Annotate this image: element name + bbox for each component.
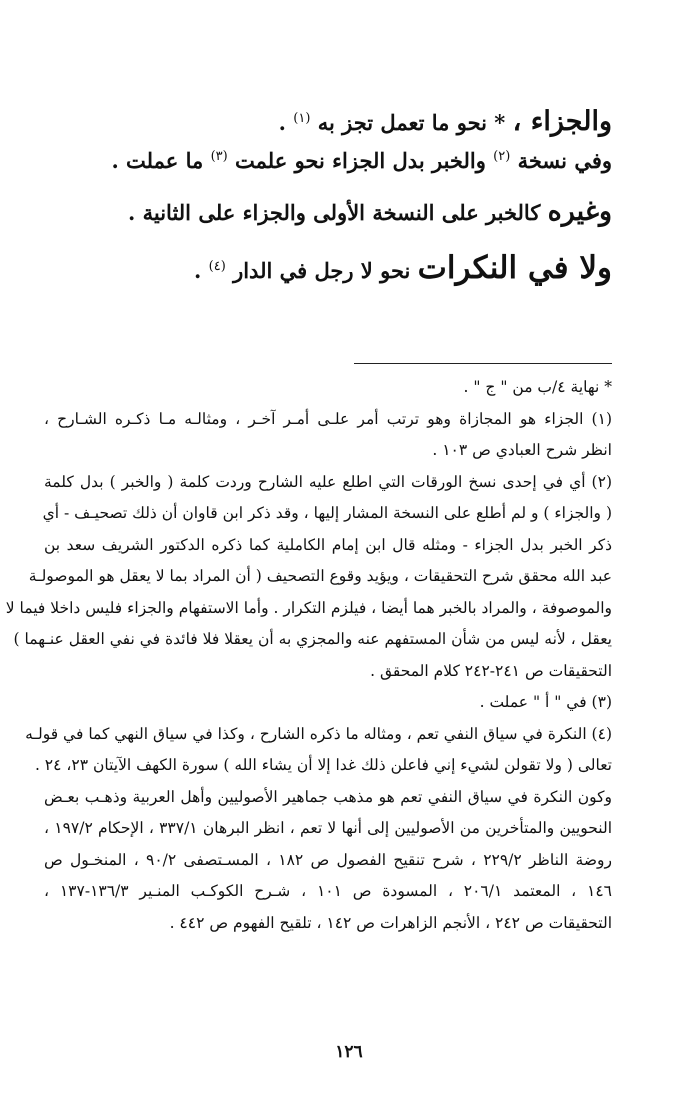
footnote-line: ١٤٦ ، المعتمد ٢٠٦/١ ، المسودة ص ١٠١ ، شـرح الكوكـب المنـير ١٣٦/٣-١٣٧ ،	[44, 882, 612, 900]
keyword-aljazaa: والجزاء ،	[512, 106, 612, 137]
footnote-line: (٢) أي في إحدى نسخ الورقات التي اطلع عليه الشارح وردت كلمة ( والخبر ) بدل كلمة	[44, 472, 612, 491]
keyword-nakirat: ولا في النكرات	[417, 250, 612, 286]
footnote-line: النحويين والمتأخرين من الأصوليين إلى أنها لا تعم ، انظر البرهان ٣٣٧/١ ، الإحكام ١٩٧/٢ ،	[44, 819, 612, 837]
footnote-line: انظر شرح العبادي ص ١٠٣ .	[432, 441, 612, 459]
footnote-line: (١) الجزاء هو المجازاة وهو ترتب أمر علـى أمـر آخـر ، ومثالـه مـا ذكـره الشـارح ،	[44, 409, 612, 428]
footnote-line: تعالى ( ولا تقولن لشيء إني فاعلن ذلك غدا إلا أن يشاء الله ) سورة الكهف الآيتان ٢٣، ٢٤ .	[34, 756, 612, 774]
footnotes-block	[5, 372, 612, 939]
line2-text-b: والخبر بدل الجزاء نحو علمت	[235, 148, 494, 173]
main-line-2	[40, 148, 612, 173]
footnote-line: (٣) في " أ " عملت .	[479, 693, 612, 711]
footnote-divider	[354, 363, 612, 364]
line3-text: كالخبر على النسخة الأولى والجزاء على الثانية .	[127, 200, 548, 225]
line4-text: نحو لا رجل في الدار	[233, 258, 418, 283]
footnote-line: عبد الله محقق شرح التحقيقات ، ويؤيد وقوع التصحيف ( أن المراد بما لا يعقل هو الموصولـة	[28, 567, 612, 585]
footnote-line: (٤) النكرة في سياق النفي تعم ، ومثاله ما ذكره الشارح ، وكذا في سياق النهي كما في قولـه	[25, 724, 612, 743]
line1-end: .	[278, 110, 294, 135]
footnote-ref-3: (٣)	[210, 149, 228, 164]
footnote-line: ذكر الخبر بدل الجزاء - ومثله قال ابن إمام الكاملية كما ذكره الدكتور الشريف سعد بن	[44, 535, 612, 554]
footnote-line: وكون النكرة في سياق النفي تعم هو مذهب جماهير الأصوليين وأهل العربية وذهـب بعـض	[44, 787, 612, 806]
footnote-line: ( والجزاء ) و لم أطلع على النسخة المشار إليها ، وقد ذكر ابن قاوان أن ذلك تصحيـف - أي	[42, 504, 612, 522]
line2-text-a: وفي نسخة	[517, 148, 612, 173]
footnote-line: روضة الناظر ٢٢٩/٢ ، شرح تنقيح الفصول ص ١٨٢ ، المسـتصفى ٩٠/٢ ، المنخـول ص	[44, 850, 612, 869]
footnote-line: والموصوفة ، والمراد بالخبر هما أيضا ، فيلزم التكرار . وأما الاستفهام والجزاء فليس داخلا فيما لا	[5, 598, 612, 617]
page-number: ١٢٦	[335, 1042, 363, 1062]
keyword-wa-ghayruh: وغيره	[547, 196, 612, 227]
footnote-line: التحقيقات ص ٢٤٢ ، الأنجم الزاهرات ص ١٤٢ ، تلقيح الفهوم ص ٤٤٢ .	[169, 913, 612, 932]
footnote-line: يعقل ، لأنه ليس من شأن المستفهم عنه والمجزي به أن يعقلا فلا فائدة في نفي العقل عنـهما )	[13, 630, 612, 648]
main-line-3	[40, 196, 612, 227]
footnote-ref-2: (٢)	[493, 149, 511, 164]
footnote-line: التحقيقات ص ٢٤١-٢٤٢ كلام المحقق .	[370, 661, 612, 680]
line4-end: .	[194, 258, 209, 283]
line2-text-c: ما عملت .	[111, 148, 211, 173]
main-line-4	[40, 250, 612, 286]
footnote-line: * نهاية ٤/ب من " ج " .	[463, 378, 612, 396]
folio-marker: *	[486, 110, 513, 135]
footnote-ref-4: (٤)	[208, 259, 226, 274]
footnote-ref-1: (١)	[293, 111, 311, 126]
line1-text: نحو ما تعمل تجز به	[317, 110, 487, 135]
main-line-1	[40, 106, 612, 137]
